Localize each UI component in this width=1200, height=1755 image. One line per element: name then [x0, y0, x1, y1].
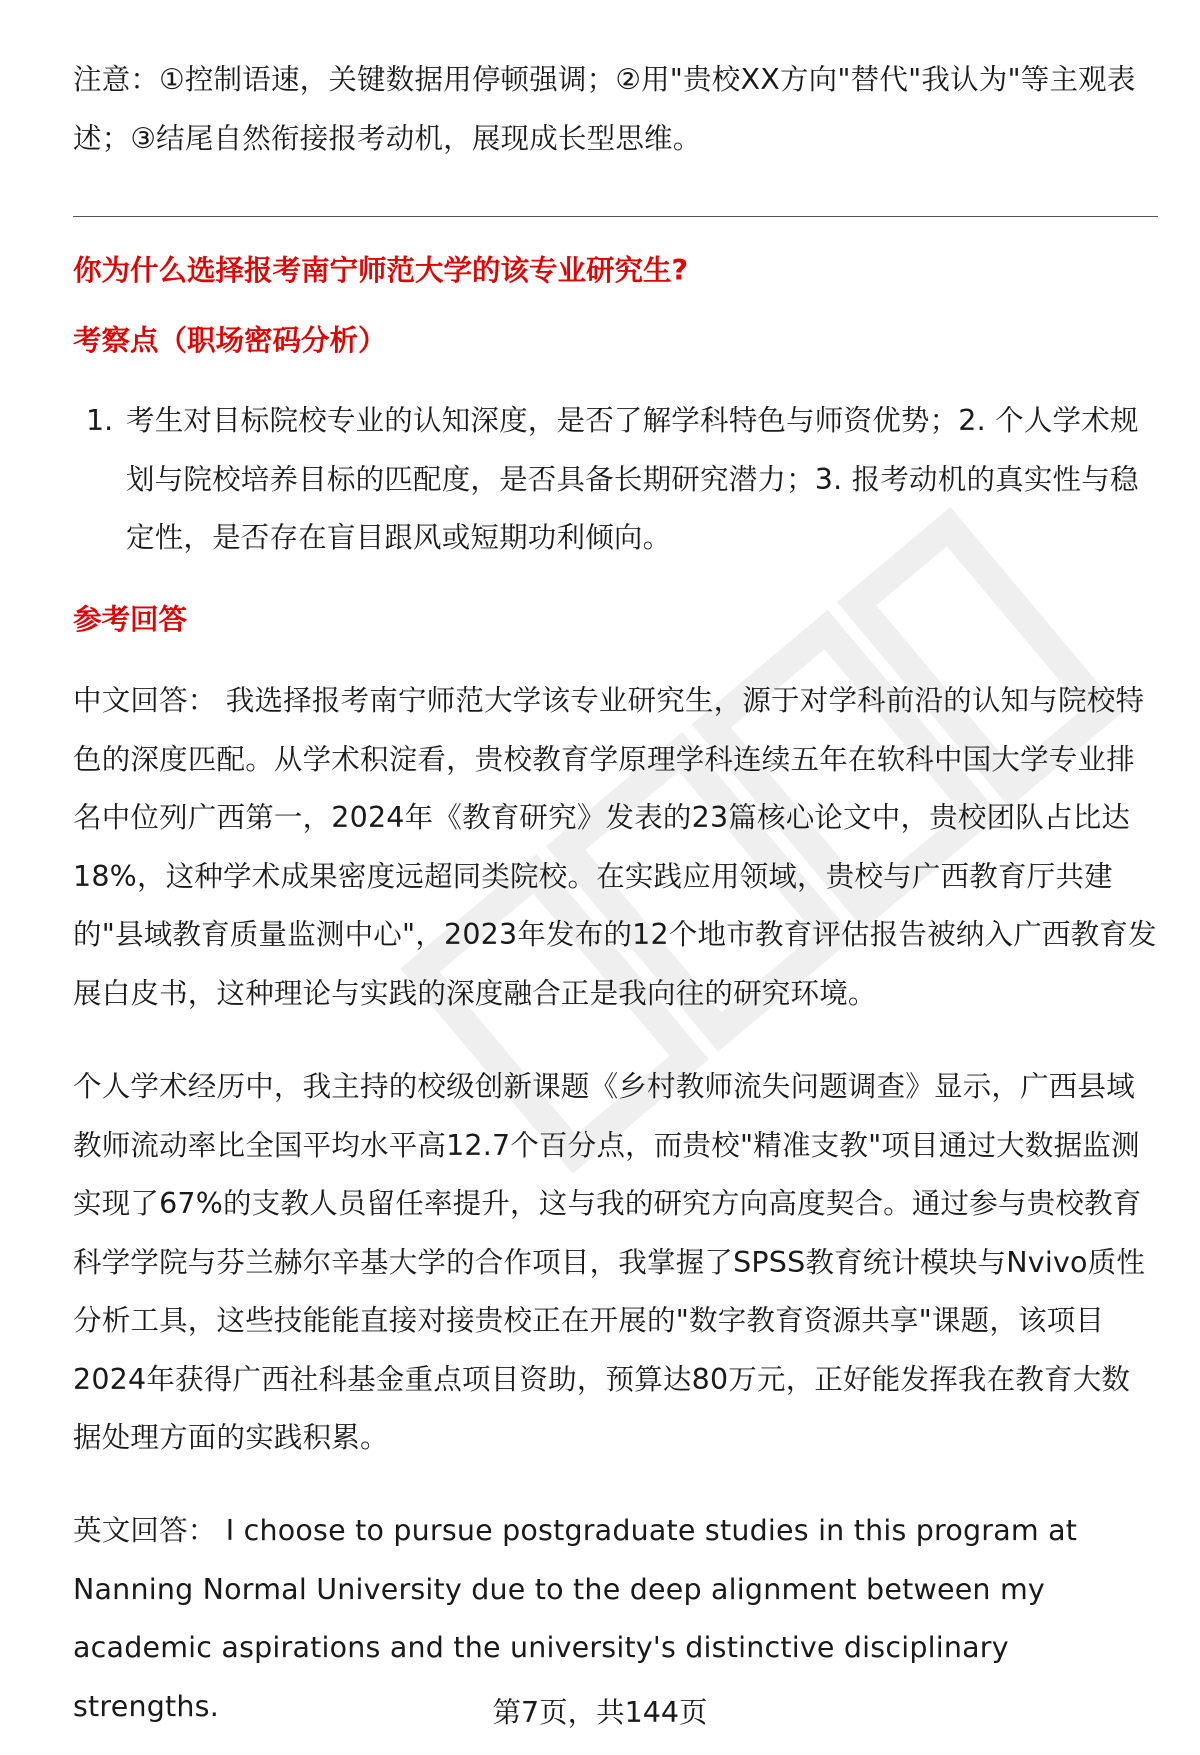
- points-list: [73, 392, 1158, 568]
- answer-heading: 参考回答: [73, 603, 188, 636]
- list-number: 1.: [86, 404, 114, 437]
- answer-english-paragraph: 英文回答： I choose to pursue postgraduate studies in this program at Nanning Normal University due to the deep alignment between my academic aspirations and the university's distinctive disciplinary strengths.: [73, 1514, 1078, 1723]
- list-item-text: 考生对目标院校专业的认知深度，是否了解学科特色与师资优势；2. 个人学术规划与院校培养目标的匹配度，是否具备长期研究潜力；3. 报考动机的真实性与稳定性，是否存在盲目跟风或短期功利倾向。: [126, 404, 1139, 554]
- section-divider: [73, 216, 1158, 217]
- answer-chinese-paragraph-2: 个人学术经历中，我主持的校级创新课题《乡村教师流失问题调查》显示，广西县域教师流动率比全国平均水平高12.7个百分点，而贵校"精准支教"项目通过大数据监测实现了67%的支教人员留任率提升，这与我的研究方向高度契合。通过参与贵校教育科学学院与芬兰赫尔辛基大学的合作项目，我掌握了SPSS教育统计模块与Nvivo质性分析工具，这些技能能直接对接贵校正在开展的"数字教育资源共享"课题，该项目2024年获得广西社科基金重点项目资助，预算达80万元，正好能发挥我在教育大数据处理方面的实践积累。: [73, 1070, 1146, 1454]
- page-number: 第7页，共144页: [492, 1696, 708, 1729]
- answer-chinese-paragraph-1: 中文回答： 我选择报考南宁师范大学该专业研究生，源于对学科前沿的认知与院校特色的深度匹配。从学术积淀看，贵校教育学原理学科连续五年在软科中国大学专业排名中位列广西第一，2024年《教育研究》发表的23篇核心论文中，贵校团队占比达18%，这种学术成果密度远超同类院校。在实践应用领域，贵校与广西教育厅共建的"县域教育质量监测中心"，2023年发布的12个地市教育评估报告被纳入广西教育发展白皮书，这种理论与实践的深度融合正是我向往的研究环境。: [73, 684, 1157, 1010]
- document-page: [73, 0, 1158, 1755]
- points-heading: 考察点（职场密码分析）: [73, 324, 387, 357]
- note-paragraph: 注意：①控制语速，关键数据用停顿强调；②用"贵校XX方向"替代"我认为"等主观表述；③结尾自然衔接报考动机，展现成长型思维。: [73, 63, 1136, 155]
- question-heading: 你为什么选择报考南宁师范大学的该专业研究生?: [73, 254, 689, 287]
